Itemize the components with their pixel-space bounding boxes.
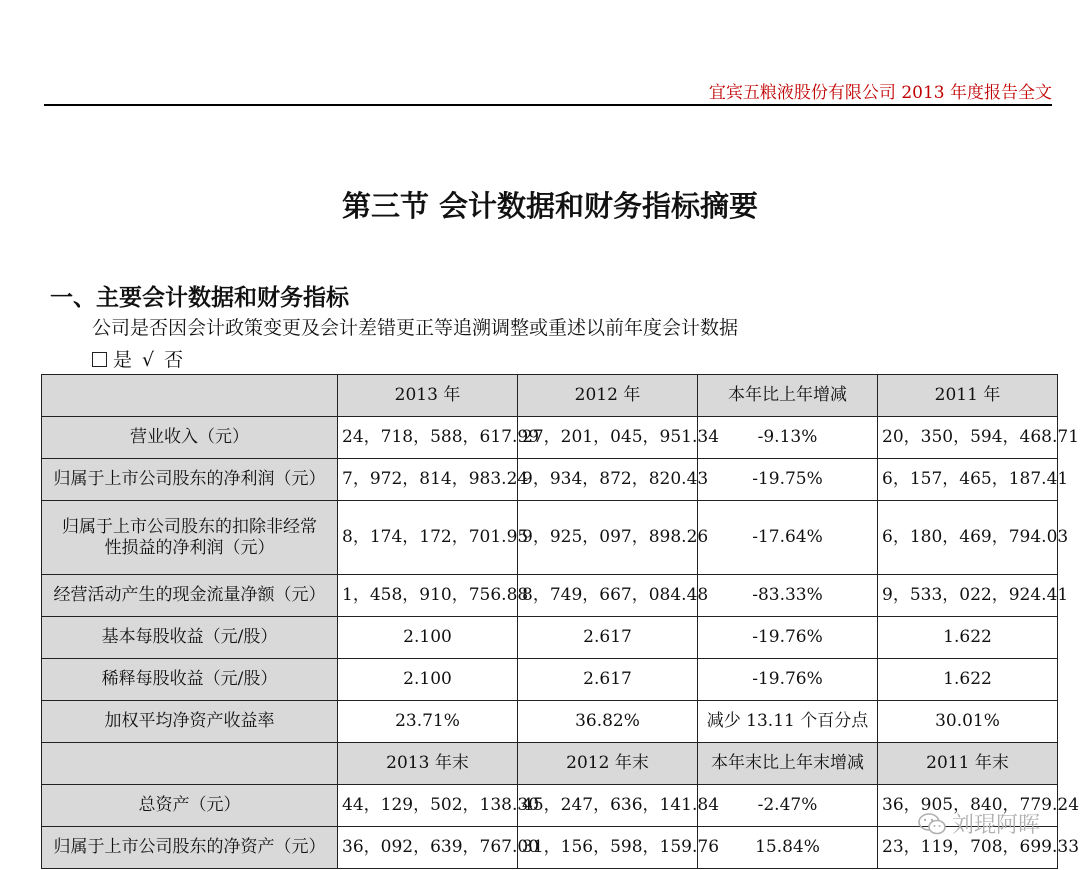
table-cell: 1.622 (878, 617, 1058, 659)
table-cell: 2.100 (338, 617, 518, 659)
table-cell: 9，934，872，820.43 (518, 459, 698, 501)
table-cell: -19.75% (698, 459, 878, 501)
table-cell: -17.64% (698, 501, 878, 575)
table-row (42, 701, 1058, 743)
page-title: 第三节 会计数据和财务指标摘要 (341, 189, 759, 223)
restatement-question: 公司是否因会计政策变更及会计差错更正等追溯调整或重述以前年度会计数据 (92, 317, 739, 339)
table-cell: 2.617 (518, 617, 698, 659)
table-cell: 6，180，469，794.03 (878, 501, 1058, 575)
table-row (42, 785, 1058, 827)
table-cell: 9，533，022，924.41 (878, 575, 1058, 617)
table-row (42, 459, 1058, 501)
row-label: 稀释每股收益（元/股） (42, 659, 338, 701)
row-label: 基本每股收益（元/股） (42, 617, 338, 659)
row-label: 归属于上市公司股东的净利润（元） (42, 459, 338, 501)
table-cell: 1.622 (878, 659, 1058, 701)
table-cell: 9，925，097，898.26 (518, 501, 698, 575)
table-cell: -19.76% (698, 617, 878, 659)
header-cell: 2011 年末 (878, 743, 1058, 785)
table-cell: 36，905，840，779.24 (878, 785, 1058, 827)
no-label: 否 (164, 349, 184, 371)
table-cell: 1，458，910，756.88 (338, 575, 518, 617)
table-cell: 36，092，639，767.00 (338, 827, 518, 869)
table-row (42, 659, 1058, 701)
table-header-row (42, 743, 1058, 785)
header-cell: 2012 年 (518, 375, 698, 417)
yes-option (92, 345, 132, 372)
table-row (42, 417, 1058, 459)
header-cell: 2011 年 (878, 375, 1058, 417)
header-cell (42, 375, 338, 417)
no-option (142, 345, 183, 372)
table-cell: -19.76% (698, 659, 878, 701)
table-cell: 8，749，667，084.48 (518, 575, 698, 617)
row-label: 加权平均净资产收益率 (42, 701, 338, 743)
watermark (918, 808, 1040, 839)
table-cell: 23.71% (338, 701, 518, 743)
header-cell: 2012 年末 (518, 743, 698, 785)
table-cell: 31，156，598，159.76 (518, 827, 698, 869)
report-header-title: 宜宾五粮液股份有限公司 2013 年度报告全文 (708, 83, 1052, 103)
header-cell: 本年比上年增减 (698, 375, 878, 417)
wechat-icon (918, 813, 946, 835)
table-row (42, 501, 1058, 575)
yes-label: 是 (113, 349, 133, 371)
empty-checkbox-icon (92, 352, 107, 367)
header-cell (42, 743, 338, 785)
table-cell: -2.47% (698, 785, 878, 827)
row-label: 归属于上市公司股东的扣除非经常性损益的净利润（元） (42, 501, 338, 575)
header-cell: 2013 年末 (338, 743, 518, 785)
table-row (42, 617, 1058, 659)
watermark-text: 刘琨阿晖 (951, 813, 1040, 838)
table-cell: 减少 13.11 个百分点 (698, 701, 878, 743)
table-cell: 36.82% (518, 701, 698, 743)
check-mark-icon: √ (142, 349, 155, 371)
table-cell: 44，129，502，138.30 (338, 785, 518, 827)
header-cell: 2013 年 (338, 375, 518, 417)
table-cell: 2.617 (518, 659, 698, 701)
table-row (42, 827, 1058, 869)
table-cell: 27，201，045，951.34 (518, 417, 698, 459)
table-cell: 6，157，465，187.41 (878, 459, 1058, 501)
row-label: 总资产（元） (42, 785, 338, 827)
table-cell: 20，350，594，468.71 (878, 417, 1058, 459)
section-heading: 一、主要会计数据和财务指标 (50, 285, 349, 311)
table-cell: -83.33% (698, 575, 878, 617)
row-label: 归属于上市公司股东的净资产（元） (42, 827, 338, 869)
header-rule (44, 104, 1052, 106)
financial-indicators-table (41, 374, 1080, 869)
restatement-choices (92, 345, 183, 372)
table-cell: 15.84% (698, 827, 878, 869)
table-header-row (42, 375, 1058, 417)
table-cell: 30.01% (878, 701, 1058, 743)
table-cell: 2.100 (338, 659, 518, 701)
table-row (42, 575, 1058, 617)
header-cell: 本年末比上年末增减 (698, 743, 878, 785)
table-cell: 7，972，814，983.24 (338, 459, 518, 501)
row-label: 经营活动产生的现金流量净额（元） (42, 575, 338, 617)
table-cell: -9.13% (698, 417, 878, 459)
row-label: 营业收入（元） (42, 417, 338, 459)
table-cell: 45，247，636，141.84 (518, 785, 698, 827)
table-cell: 23，119，708，699.33 (878, 827, 1058, 869)
table-cell: 8，174，172，701.95 (338, 501, 518, 575)
table-cell: 24，718，588，617.99 (338, 417, 518, 459)
